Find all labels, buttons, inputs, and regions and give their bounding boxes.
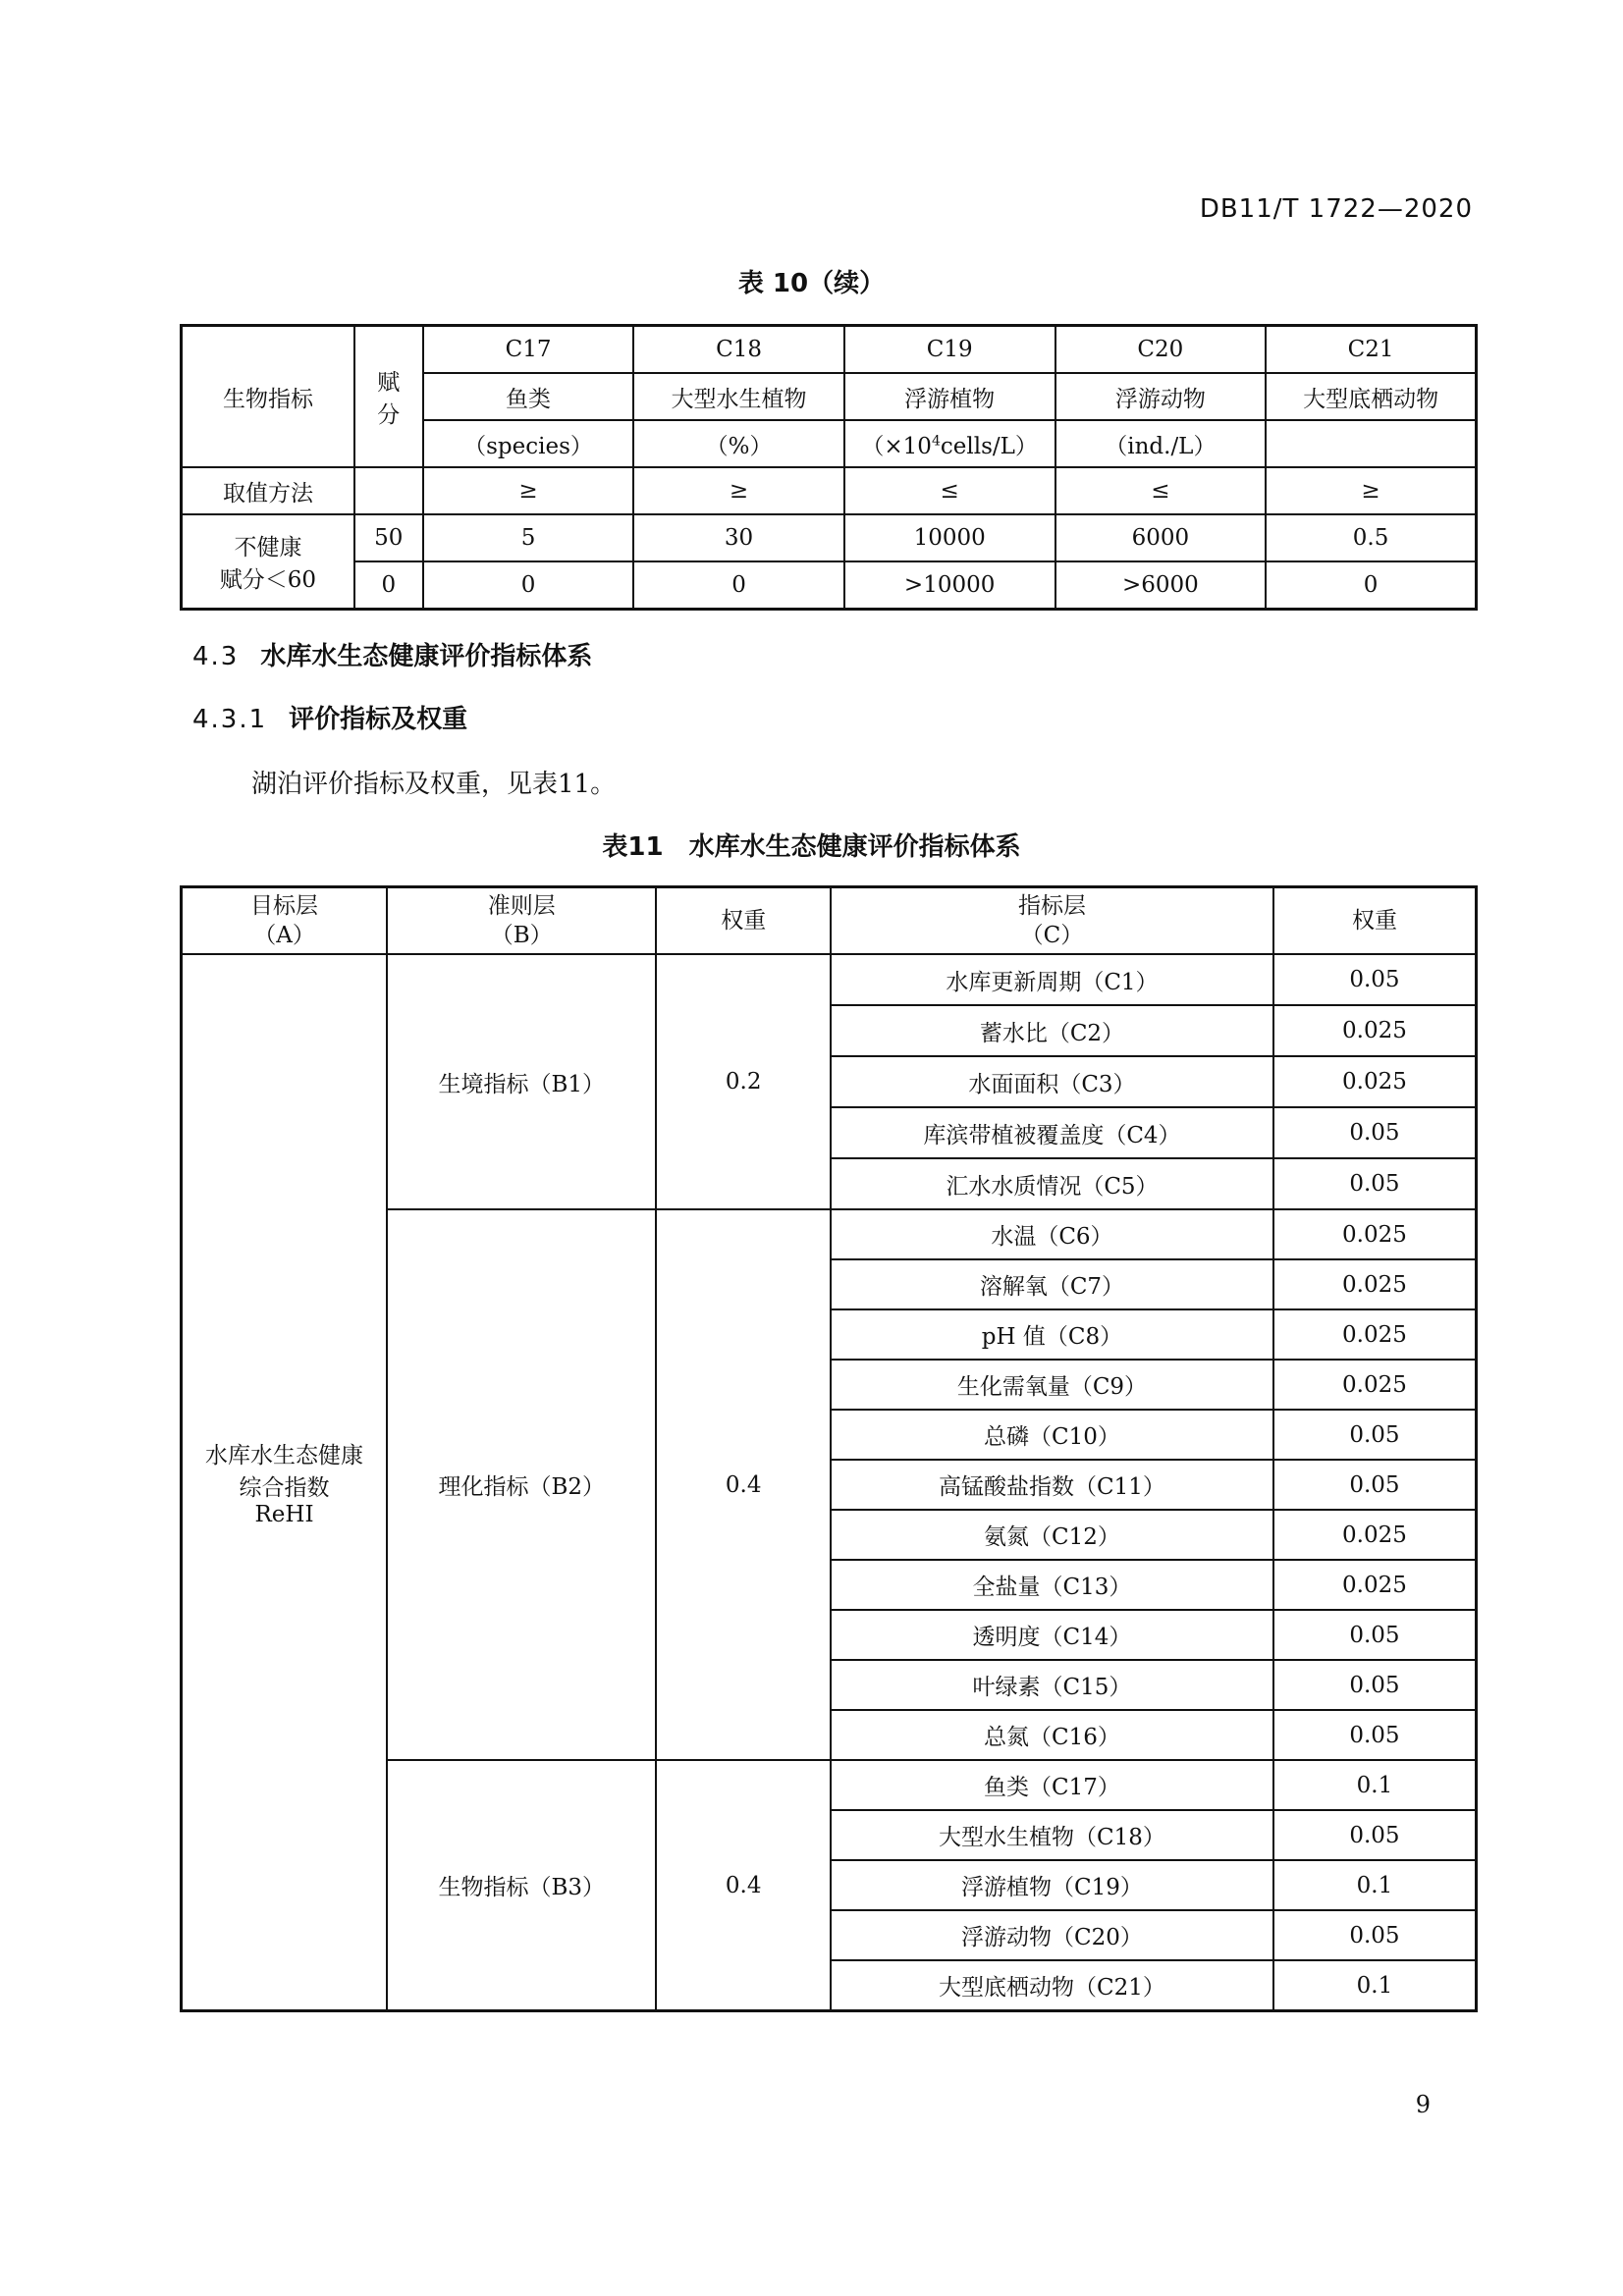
table10-value: 0 [423,561,634,610]
table11-indicator-name: 鱼类（C17） [831,1760,1273,1810]
table10-value: >10000 [844,561,1055,610]
table11-indicator-name: 浮游植物（C19） [831,1860,1273,1910]
table11-indicator-name: 全盐量（C13） [831,1560,1273,1610]
table11-indicator-weight: 0.05 [1273,1460,1477,1510]
table11-indicator-name: 总氮（C16） [831,1710,1273,1760]
table11-indicator-name: 汇水水质情况（C5） [831,1158,1273,1209]
table11-criterion-name: 理化指标（B2） [387,1209,656,1760]
table11-indicator-weight: 0.05 [1273,954,1477,1005]
table11-indicator-name: 水面面积（C3） [831,1056,1273,1107]
section-heading-4-3-1: 4.3.1 评价指标及权重 [192,705,468,734]
table11-header-weight-c: 权重 [1273,887,1477,955]
table11-indicator-weight: 0.05 [1273,1107,1477,1158]
table11-indicator-weight: 0.05 [1273,1410,1477,1460]
table11-header-indicator: 指标层 （C） [831,887,1273,955]
table10-code: C17 [423,326,634,374]
table10-code: C20 [1055,326,1267,374]
table11-indicator-name: 透明度（C14） [831,1610,1273,1660]
table11-caption: 表11 水库水生态健康评价指标体系 [602,832,1021,862]
table11-indicator-name: 浮游动物（C20） [831,1910,1273,1960]
table11-indicator-weight: 0.025 [1273,1005,1477,1056]
table11-indicator-weight: 0.1 [1273,1860,1477,1910]
table11-criterion-name: 生境指标（B1） [387,954,656,1209]
table11-indicator-weight: 0.025 [1273,1259,1477,1309]
table10-empty-cell [354,467,423,514]
table10-code: C18 [633,326,843,374]
table11-indicator-name: 库滨带植被覆盖度（C4） [831,1107,1273,1158]
section-heading-4-3: 4.3 水库水生态健康评价指标体系 [192,642,593,671]
table10-method: ≥ [1266,467,1476,514]
table10-method: ≥ [633,467,843,514]
table10-bio-label: 生物指标 [182,326,354,468]
table10-indicator-name: 浮游动物 [1055,373,1267,420]
table11-indicator-name: 水库更新周期（C1） [831,954,1273,1005]
table10-method-label: 取值方法 [182,467,354,514]
table10-score: 0 [354,561,423,610]
table11-indicator-weight: 0.05 [1273,1910,1477,1960]
table11-indicator-weight: 0.05 [1273,1810,1477,1860]
table10-value: 6000 [1055,514,1267,561]
table10-indicator-name: 鱼类 [423,373,634,420]
table11-indicator-name: pH 值（C8） [831,1309,1273,1360]
table11-indicator-name: 生化需氧量（C9） [831,1360,1273,1410]
table11-indicator-weight: 0.1 [1273,1960,1477,2011]
table10-method: ≤ [844,467,1055,514]
page-number: 9 [1415,2091,1431,2118]
table11-indicator-name: 叶绿素（C15） [831,1660,1273,1710]
table10-value: 10000 [844,514,1055,561]
table11-indicator-weight: 0.025 [1273,1560,1477,1610]
table10-value: 0 [1266,561,1476,610]
table10-unit: （%） [633,420,843,467]
table11-indicator-name: 水温（C6） [831,1209,1273,1259]
table11-target-cell: 水库水生态健康 综合指数 ReHI [182,954,388,2011]
table10-code: C21 [1266,326,1476,374]
table10-unit: （ind./L） [1055,420,1267,467]
table10-indicator-name: 浮游植物 [844,373,1055,420]
table11-indicator-weight: 0.025 [1273,1360,1477,1410]
table11-indicator-weight: 0.05 [1273,1610,1477,1660]
table10-unit: （species） [423,420,634,467]
table11-indicator-weight: 0.1 [1273,1760,1477,1810]
table10-value: 5 [423,514,634,561]
table11-indicator-weight: 0.025 [1273,1209,1477,1259]
table11-criterion-weight: 0.4 [656,1209,831,1760]
table10-indicator-name: 大型水生植物 [633,373,843,420]
table11-indicator-weight: 0.025 [1273,1510,1477,1560]
table11-indicator-name: 氨氮（C12） [831,1510,1273,1560]
table10-value: >6000 [1055,561,1267,610]
table10-value: 0.5 [1266,514,1476,561]
table11-indicator-weight: 0.05 [1273,1710,1477,1760]
table10-method: ≥ [423,467,634,514]
table11-header-target: 目标层 （A） [182,887,388,955]
table11-indicator-name: 高锰酸盐指数（C11） [831,1460,1273,1510]
table-row [182,954,1477,1005]
table10-score: 50 [354,514,423,561]
table10-caption: 表 10（续） [737,269,886,298]
table11-indicator-name: 大型水生植物（C18） [831,1810,1273,1860]
table10-value: 0 [633,561,843,610]
table11-indicator-weight: 0.025 [1273,1056,1477,1107]
table11-criterion-name: 生物指标（B3） [387,1760,656,2011]
table11-indicator-name: 总磷（C10） [831,1410,1273,1460]
table11-header-criterion: 准则层 （B） [387,887,656,955]
table11-indicator-name: 溶解氧（C7） [831,1259,1273,1309]
table10-unit [1266,420,1476,467]
table11-indicator-weight: 0.025 [1273,1309,1477,1360]
table11-criterion-weight: 0.2 [656,954,831,1209]
table10-score-label: 赋 分 [354,326,423,468]
table10-value: 30 [633,514,843,561]
table11-criterion-weight: 0.4 [656,1760,831,2011]
table11-header-weight-b: 权重 [656,887,831,955]
table10-unhealthy-label: 不健康 赋分＜60 [182,514,354,610]
body-paragraph: 湖泊评价指标及权重，见表11。 [251,770,617,799]
table10-indicator-name: 大型底栖动物 [1266,373,1476,420]
table10 [180,324,1478,611]
table11-indicator-name: 大型底栖动物（C21） [831,1960,1273,2011]
table11 [180,885,1478,2012]
table11-indicator-weight: 0.05 [1273,1660,1477,1710]
table11-indicator-weight: 0.05 [1273,1158,1477,1209]
standard-number: DB11/T 1722—2020 [1199,194,1473,224]
table10-method: ≤ [1055,467,1267,514]
table11-indicator-name: 蓄水比（C2） [831,1005,1273,1056]
table10-unit: $(\times 10^4cells/L)$ [844,420,1055,467]
table10-code: C19 [844,326,1055,374]
